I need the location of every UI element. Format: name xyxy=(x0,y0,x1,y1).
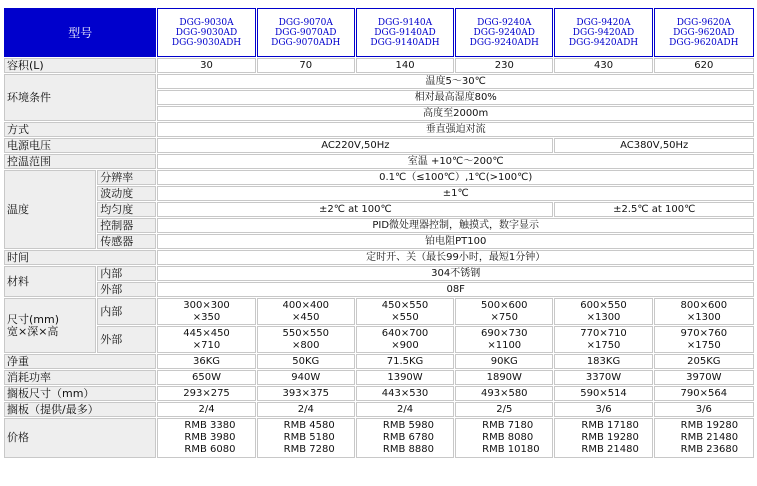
capacity-value: 30 xyxy=(157,58,255,73)
shelf-size-label: 搁板尺寸（mm） xyxy=(4,386,156,401)
power-label: 电源电压 xyxy=(4,138,156,153)
resolution-row xyxy=(4,170,754,185)
spec-table xyxy=(3,7,755,459)
dimension-inner-label: 内部 xyxy=(97,298,156,325)
capacity-value: 620 xyxy=(654,58,754,73)
dimension-outer-label: 外部 xyxy=(97,326,156,353)
price-value: RMB 4580 RMB 5180 RMB 7280 xyxy=(257,418,355,458)
uniformity-value-left: ±2℃ at 100℃ xyxy=(157,202,553,217)
shelves-value: 3/6 xyxy=(654,402,754,417)
power-value-left: AC220V,50Hz xyxy=(157,138,553,153)
shelves-value: 2/4 xyxy=(257,402,355,417)
shelves-value: 3/6 xyxy=(554,402,652,417)
material-label: 材料 xyxy=(4,266,96,297)
dimension-inner-value: 400×400 ×450 xyxy=(257,298,355,325)
environment-line: 高度至2000m xyxy=(157,106,754,121)
model-header-4: DGG-9240A DGG-9240AD DGG-9240ADH xyxy=(455,8,553,57)
sensor-value: 铂电阻PT100 xyxy=(157,234,754,249)
environment-label: 环境条件 xyxy=(4,74,156,121)
capacity-label: 容积(L) xyxy=(4,58,156,73)
capacity-value: 430 xyxy=(554,58,652,73)
time-label: 时间 xyxy=(4,250,156,265)
model-header-label: 型号 xyxy=(4,8,156,57)
power-value-right: AC380V,50Hz xyxy=(554,138,754,153)
controller-row xyxy=(4,218,754,233)
time-row xyxy=(4,250,754,265)
temp-range-label: 控温范围 xyxy=(4,154,156,169)
uniformity-label: 均匀度 xyxy=(97,202,156,217)
environment-row xyxy=(4,74,754,89)
capacity-value: 230 xyxy=(455,58,553,73)
power-consumption-value: 650W xyxy=(157,370,255,385)
shelf-size-value: 790×564 xyxy=(654,386,754,401)
shelf-size-value: 443×530 xyxy=(356,386,454,401)
temp-range-value: 室温 +10℃～200℃ xyxy=(157,154,754,169)
price-row xyxy=(4,418,754,458)
power-consumption-value: 1890W xyxy=(455,370,553,385)
controller-value: PID微处理器控制，触摸式，数字显示 xyxy=(157,218,754,233)
net-weight-value: 71.5KG xyxy=(356,354,454,369)
material-outer-value: 08F xyxy=(157,282,754,297)
capacity-row xyxy=(4,58,754,73)
dimension-outer-value: 445×450 ×710 xyxy=(157,326,255,353)
price-value: RMB 7180 RMB 8080 RMB 10180 xyxy=(455,418,553,458)
shelves-value: 2/5 xyxy=(455,402,553,417)
environment-line: 相对最高湿度80% xyxy=(157,90,754,105)
dimension-label: 尺寸(mm) 宽×深×高 xyxy=(4,298,96,353)
material-outer-label: 外部 xyxy=(97,282,156,297)
net-weight-label: 净重 xyxy=(4,354,156,369)
price-value: RMB 3380 RMB 3980 RMB 6080 xyxy=(157,418,255,458)
shelves-value: 2/4 xyxy=(157,402,255,417)
price-value: RMB 19280 RMB 21480 RMB 23680 xyxy=(654,418,754,458)
shelves-value: 2/4 xyxy=(356,402,454,417)
power-consumption-value: 940W xyxy=(257,370,355,385)
sensor-label: 传感器 xyxy=(97,234,156,249)
price-value: RMB 5980 RMB 6780 RMB 8880 xyxy=(356,418,454,458)
power-consumption-value: 3970W xyxy=(654,370,754,385)
fluctuation-label: 波动度 xyxy=(97,186,156,201)
dimension-inner-row xyxy=(4,298,754,325)
price-value: RMB 17180 RMB 19280 RMB 21480 xyxy=(554,418,652,458)
shelf-size-value: 493×580 xyxy=(455,386,553,401)
environment-line: 温度5～30℃ xyxy=(157,74,754,89)
power-row xyxy=(4,138,754,153)
controller-label: 控制器 xyxy=(97,218,156,233)
price-label: 价格 xyxy=(4,418,156,458)
shelf-size-row xyxy=(4,386,754,401)
dimension-inner-value: 300×300 ×350 xyxy=(157,298,255,325)
shelves-row xyxy=(4,402,754,417)
dimension-inner-value: 800×600 ×1300 xyxy=(654,298,754,325)
uniformity-value-right: ±2.5℃ at 100℃ xyxy=(554,202,754,217)
sensor-row xyxy=(4,234,754,249)
temperature-label: 温度 xyxy=(4,170,96,249)
dimension-inner-value: 450×550 ×550 xyxy=(356,298,454,325)
net-weight-value: 36KG xyxy=(157,354,255,369)
shelf-size-value: 293×275 xyxy=(157,386,255,401)
net-weight-row xyxy=(4,354,754,369)
uniformity-row xyxy=(4,202,754,217)
model-header-5: DGG-9420A DGG-9420AD DGG-9420ADH xyxy=(554,8,652,57)
dimension-outer-value: 770×710 ×1750 xyxy=(554,326,652,353)
material-inner-label: 内部 xyxy=(97,266,156,281)
net-weight-value: 205KG xyxy=(654,354,754,369)
dimension-outer-value: 690×730 ×1100 xyxy=(455,326,553,353)
net-weight-value: 183KG xyxy=(554,354,652,369)
model-header-1: DGG-9030A DGG-9030AD DGG-9030ADH xyxy=(157,8,255,57)
temp-range-row xyxy=(4,154,754,169)
capacity-value: 70 xyxy=(257,58,355,73)
net-weight-value: 90KG xyxy=(455,354,553,369)
dimension-inner-value: 500×600 ×750 xyxy=(455,298,553,325)
resolution-label: 分辨率 xyxy=(97,170,156,185)
time-value: 定时开、关（最长99小时，最短1分钟） xyxy=(157,250,754,265)
material-outer-row xyxy=(4,282,754,297)
dimension-inner-value: 600×550 ×1300 xyxy=(554,298,652,325)
material-inner-value: 304不锈钢 xyxy=(157,266,754,281)
method-row xyxy=(4,122,754,137)
fluctuation-row xyxy=(4,186,754,201)
dimension-outer-value: 970×760 ×1750 xyxy=(654,326,754,353)
power-consumption-value: 3370W xyxy=(554,370,652,385)
power-consumption-value: 1390W xyxy=(356,370,454,385)
power-consumption-label: 消耗功率 xyxy=(4,370,156,385)
header-row xyxy=(4,8,754,57)
model-header-6: DGG-9620A DGG-9620AD DGG-9620ADH xyxy=(654,8,754,57)
material-inner-row xyxy=(4,266,754,281)
net-weight-value: 50KG xyxy=(257,354,355,369)
model-header-3: DGG-9140A DGG-9140AD DGG-9140ADH xyxy=(356,8,454,57)
shelf-size-value: 590×514 xyxy=(554,386,652,401)
capacity-value: 140 xyxy=(356,58,454,73)
method-label: 方式 xyxy=(4,122,156,137)
resolution-value: 0.1℃（≤100℃）,1℃(>100℃) xyxy=(157,170,754,185)
fluctuation-value: ±1℃ xyxy=(157,186,754,201)
dimension-outer-value: 550×550 ×800 xyxy=(257,326,355,353)
method-value: 垂直强迫对流 xyxy=(157,122,754,137)
power-consumption-row xyxy=(4,370,754,385)
shelves-label: 搁板（提供/最多） xyxy=(4,402,156,417)
dimension-outer-value: 640×700 ×900 xyxy=(356,326,454,353)
model-header-2: DGG-9070A DGG-9070AD DGG-9070ADH xyxy=(257,8,355,57)
shelf-size-value: 393×375 xyxy=(257,386,355,401)
dimension-outer-row xyxy=(4,326,754,353)
